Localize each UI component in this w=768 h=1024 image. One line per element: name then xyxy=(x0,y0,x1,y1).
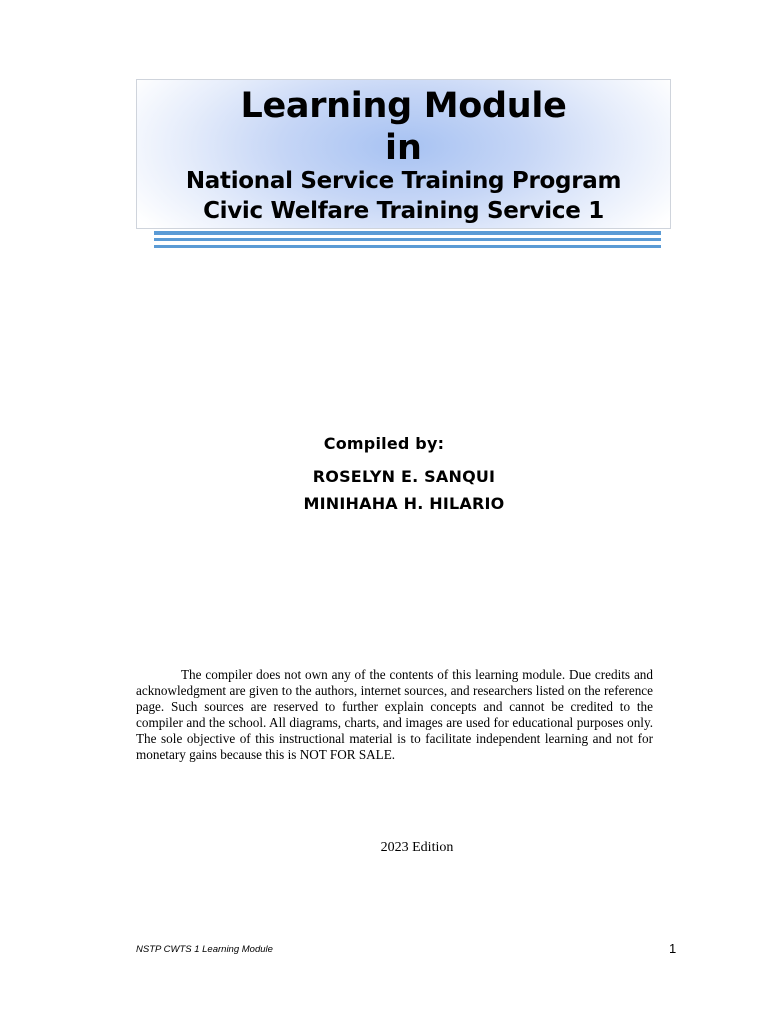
program-title: National Service Training Program xyxy=(185,168,622,194)
module-title: Learning Module xyxy=(240,86,567,126)
divider-line-bottom xyxy=(154,245,661,248)
disclaimer-paragraph: The compiler does not own any of the contents of this learning module. Due credits and acknowledgment are given to the authors, internet sources, and researchers listed on the reference page. Such sources are reserved to further explain concepts and cannot be credited to the compiler and the school. All diagrams, charts, and images are used for educational purposes only. The sole objective of this instructional material is to facilitate independent learning and not for monetary gains because this is NOT FOR SALE. xyxy=(136,667,653,762)
title-banner xyxy=(136,79,671,229)
course-title: Civic Welfare Training Service 1 xyxy=(203,198,604,224)
page-number: 1 xyxy=(669,941,677,956)
author-name: MINIHAHA H. HILARIO xyxy=(303,494,505,513)
divider-line-top xyxy=(154,231,661,235)
author-name: ROSELYN E. SANQUI xyxy=(312,467,496,486)
compiled-by-label: Compiled by: xyxy=(323,434,445,453)
module-title-connector: in xyxy=(385,128,422,168)
footer-label: NSTP CWTS 1 Learning Module xyxy=(136,944,273,955)
divider-line-middle xyxy=(154,238,661,241)
edition-label: 2023 Edition xyxy=(380,840,454,855)
